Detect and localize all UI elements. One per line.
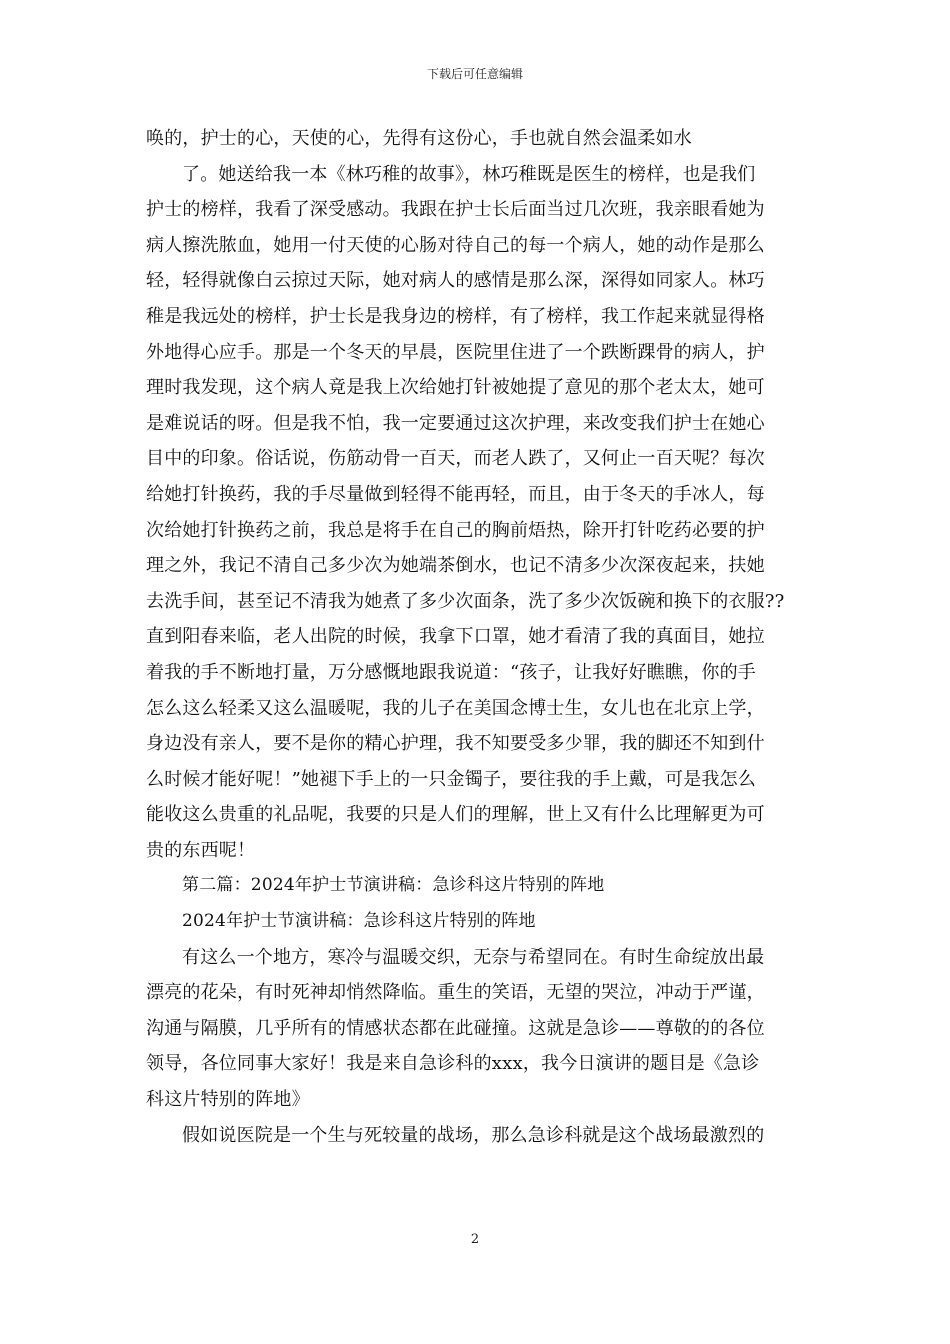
document-body bbox=[146, 121, 818, 1153]
section-heading: 第二篇：2024年护士节演讲稿：急诊科这片特别的阵地 bbox=[182, 875, 605, 896]
body-line: 领导，各位同事大家好！我是来自急诊科的xxx，我今日演讲的题目是《急诊 bbox=[146, 1053, 760, 1075]
body-line: 有这么一个地方，寒冷与温暖交织，无奈与希望同在。有时生命绽放出最 bbox=[182, 946, 765, 968]
body-line: 唤的，护士的心，天使的心，先得有这份心，手也就自然会温柔如水 bbox=[146, 128, 692, 149]
body-line: 假如说医院是一个生与死较量的战场，那么急诊科就是这个战场最激烈的 bbox=[182, 1124, 765, 1146]
body-line: 目中的印象。俗话说，伤筋动骨一百天，而老人跌了，又何止一百天呢？每次 bbox=[146, 448, 765, 470]
body-line: 护士的榜样，我看了深受感动。我跟在护士长后面当过几次班，我亲眼看她为 bbox=[146, 199, 765, 221]
body-line: 么时候才能好呢！”她褪下手上的一只金镯子，要往我的手上戴，可是我怎么 bbox=[146, 768, 756, 790]
body-line: 贵的东西呢！ bbox=[146, 839, 256, 861]
body-line: 沟通与隔膜，几乎所有的情感状态都在此碰撞。这就是急诊——尊敬的的各位 bbox=[146, 1017, 765, 1039]
body-line: 着我的手不断地打量，万分感慨地跟我说道：“孩子，让我好好瞧瞧，你的手 bbox=[146, 661, 756, 683]
body-line: 去洗手间，甚至记不清我为她煮了多少次面条，洗了多少次饭碗和换下的衣服?? bbox=[146, 590, 785, 612]
body-line: 给她打针换药，我的手尽量做到轻得不能再轻，而且，由于冬天的手冰人，每 bbox=[146, 483, 765, 505]
body-line: 理时我发现，这个病人竟是我上次给她打针被她提了意见的那个老太太，她可 bbox=[146, 377, 765, 399]
body-line: 轻，轻得就像白云掠过天际，她对病人的感情是那么深，深得如同家人。林巧 bbox=[146, 270, 765, 292]
body-line: 直到阳春来临，老人出院的时候，我拿下口罩，她才看清了我的真面目，她拉 bbox=[146, 626, 765, 648]
page-header: 下载后可任意编辑 bbox=[426, 67, 523, 81]
body-line: 理之外，我记不清自己多少次为她端茶倒水，也记不清多少次深夜起来，扶她 bbox=[146, 555, 765, 577]
body-line: 了。她送给我一本《林巧稚的故事》，林巧稚既是医生的榜样，也是我们 bbox=[182, 163, 756, 185]
page-number: 2 bbox=[470, 1232, 480, 1247]
body-line: 是难说话的呀。但是我不怕，我一定要通过这次护理，来改变我们护士在她心 bbox=[146, 412, 765, 434]
body-line: 病人擦洗脓血，她用一付天使的心肠对待自己的每一个病人，她的动作是那么 bbox=[146, 234, 765, 256]
body-line: 怎么这么轻柔又这么温暖呢，我的儿子在美国念博士生，女儿也在北京上学， bbox=[146, 697, 765, 719]
section-subheading: 2024年护士节演讲稿：急诊科这片特别的阵地 bbox=[182, 911, 536, 932]
body-line: 科这片特别的阵地》 bbox=[146, 1089, 310, 1111]
body-line: 次给她打针换药之前，我总是将手在自己的胸前焐热，除开打针吃药必要的护 bbox=[146, 519, 765, 541]
body-line: 稚是我远处的榜样，护士长是我身边的榜样，有了榜样，我工作起来就显得格 bbox=[146, 305, 765, 327]
body-line: 身边没有亲人，要不是你的精心护理，我不知要受多少罪，我的脚还不知到什 bbox=[146, 733, 765, 755]
body-line: 漂亮的花朵，有时死神却悄然降临。重生的笑语，无望的哭泣，冲动于严谨， bbox=[146, 982, 765, 1004]
body-line: 能收这么贵重的礼品呢，我要的只是人们的理解，世上又有什么比理解更为可 bbox=[146, 804, 765, 826]
body-line: 外地得心应手。那是一个冬天的早晨，医院里住进了一个跌断踝骨的病人，护 bbox=[146, 341, 765, 363]
